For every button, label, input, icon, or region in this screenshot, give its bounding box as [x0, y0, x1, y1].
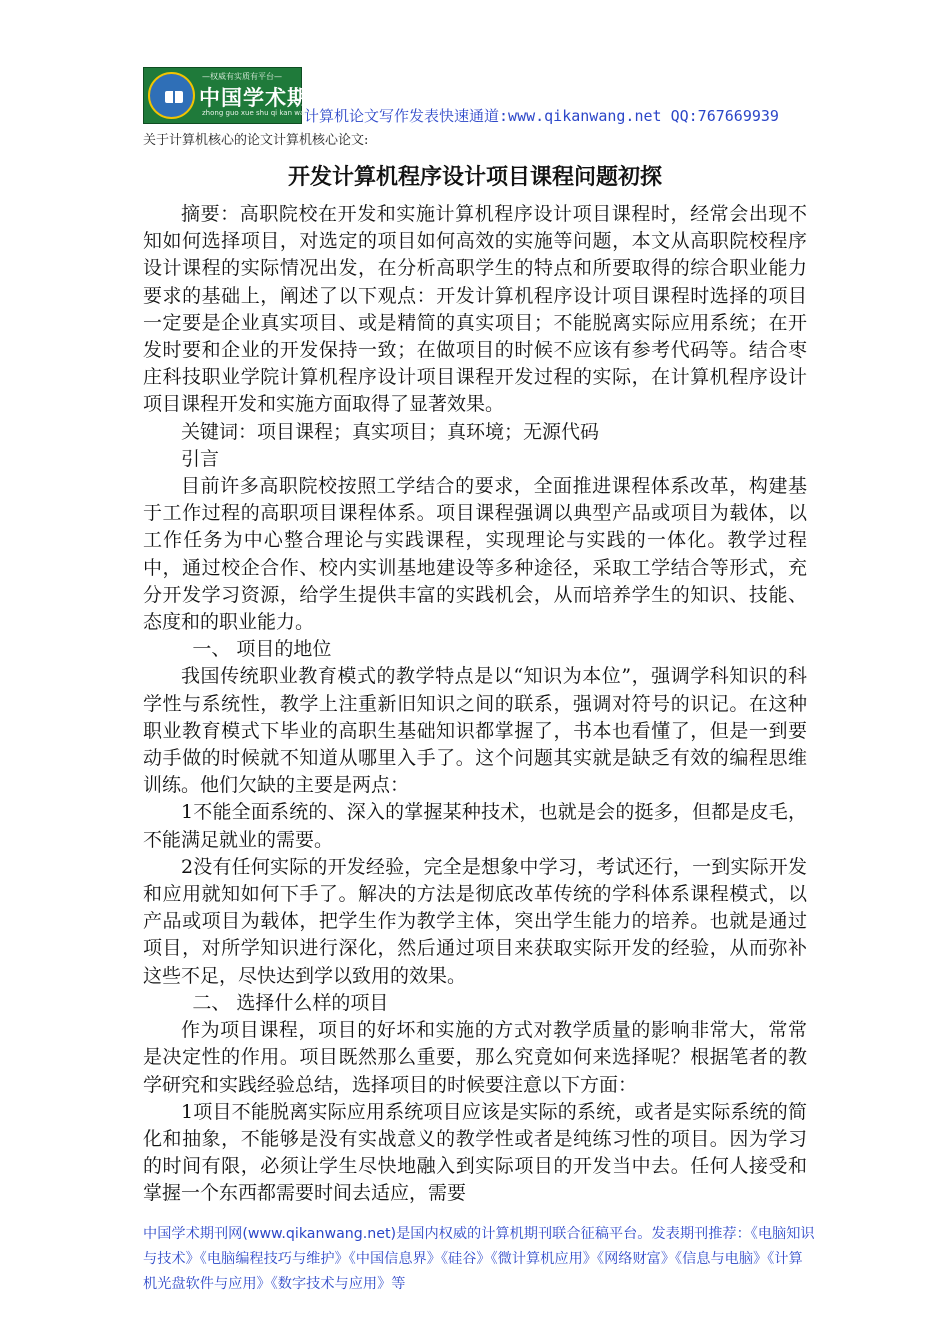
- body-paragraph: 作为项目课程，项目的好坏和实施的方式对教学质量的影响非常大，常常是决定性的作用。项目既然那么重要，那么究竟如何来选择呢？根据笔者的教学研究和实践经验总结，选择项目的时候要注意以下方面：: [143, 1019, 807, 1096]
- body-paragraph: 2没有任何实际的开发经验，完全是想象中学习，考试还行，一到实际开发和应用就知如何下手了。解决的方法是彻底改革传统的学科体系课程模式，以产品或项目为载体，把学生作为教学主体，突出学生能力的培养。也就是通过项目，对所学知识进行深化，然后通过项目来获取实际开发的经验，从而弥补这些不足，尽快达到学以致用的效果。: [143, 855, 807, 987]
- body-paragraph: 我国传统职业教育模式的教学特点是以“知识为本位”，强调学科知识的科学性与系统性，教学上注重新旧知识之间的联系，强调对符号的识记。在这种职业教育模式下毕业的高职生基础知识都掌握了，书本也看懂了，但是一到要动手做的时候就不知道从哪里入手了。这个问题其实就是缺乏有效的编程思维训练。他们欠缺的主要是两点：: [143, 665, 807, 797]
- body-paragraph: 1不能全面系统的、深入的掌握某种技术，也就是会的挺多，但都是皮毛，不能满足就业的需要。: [143, 801, 807, 851]
- site-logo[interactable]: [143, 67, 353, 124]
- service-link[interactable]: 计算机论文写作发表快速通道:www.qikanwang.net QQ:767669939: [304, 107, 779, 125]
- logo-tagline: —权威有实质有平台—: [202, 72, 282, 81]
- abstract-paragraph: 摘要：高职院校在开发和实施计算机程序设计项目课程时，经常会出现不知如何选择项目，对选定的项目如何高效的实施等问题，本文从高职院校程序设计课程的实际情况出发，在分析高职学生的特点和所要取得的综合职业能力要求的基础上，阐述了以下观点：开发计算机程序设计项目课程时选择的项目一定要是企业真实项目、或是精简的真实项目；不能脱离实际应用系统；在开发时要和企业的开发保持一致；在做项目的时候不应该有参考代码等。结合枣庄科技职业学院计算机程序设计项目课程开发过程的实际，在计算机程序设计项目课程开发和实施方面取得了显著效果。: [143, 203, 807, 416]
- intro-heading: 引言: [181, 447, 220, 470]
- section-heading: 一、 项目的地位: [192, 638, 332, 661]
- intro-paragraph: 目前许多高职院校按照工学结合的要求，全面推进课程体系改革，构建基于工作过程的高职项目课程体系。项目课程强调以典型产品或项目为载体，以工作任务为中心整合理论与实践课程，实现理论与实践的一体化。教学过程中，通过校企合作、校内实训基地建设等多种途径，采取工学结合等形式，充分开发学习资源，给学生提供丰富的实践机会，从而培养学生的知识、技能、态度和的职业能力。: [143, 475, 807, 634]
- footer-promo: 中国学术期刊网(www.qikanwang.net)是国内权威的计算机期刊联合征稿平台。发表期刊推荐：《电脑知识与技术》《电脑编程技巧与维护》《中国信息界》《硅谷》《微计算机应用》《网络财富》《信息与电脑》《计算机光盘软件与应用》《数字技术与应用》等: [143, 1226, 815, 1292]
- logo-name: 中国学术期刊网: [199, 86, 353, 110]
- logo-pinyin: zhong guo xue shu qi kan wang: [202, 109, 314, 117]
- article-title: 开发计算机程序设计项目课程问题初探: [287, 164, 662, 190]
- section-heading: 二、 选择什么样的项目: [192, 991, 389, 1014]
- page-subtitle: 关于计算机核心的论文计算机核心论文:: [143, 133, 369, 148]
- book-icon: [165, 91, 183, 103]
- keywords-paragraph: 关键词：项目课程；真实项目；真环境；无源代码: [181, 420, 600, 443]
- logo-emblem-icon: [148, 72, 195, 119]
- article-body: [143, 201, 807, 1208]
- body-paragraph: 1项目不能脱离实际应用系统项目应该是实际的系统，或者是实际系统的简化和抽象，不能够是没有实战意义的教学性或者是纯练习性的项目。因为学习的时间有限，必须让学生尽快地融入到实际项目的开发当中去。任何人接受和掌握一个东西都需要时间去适应，需要: [143, 1100, 807, 1205]
